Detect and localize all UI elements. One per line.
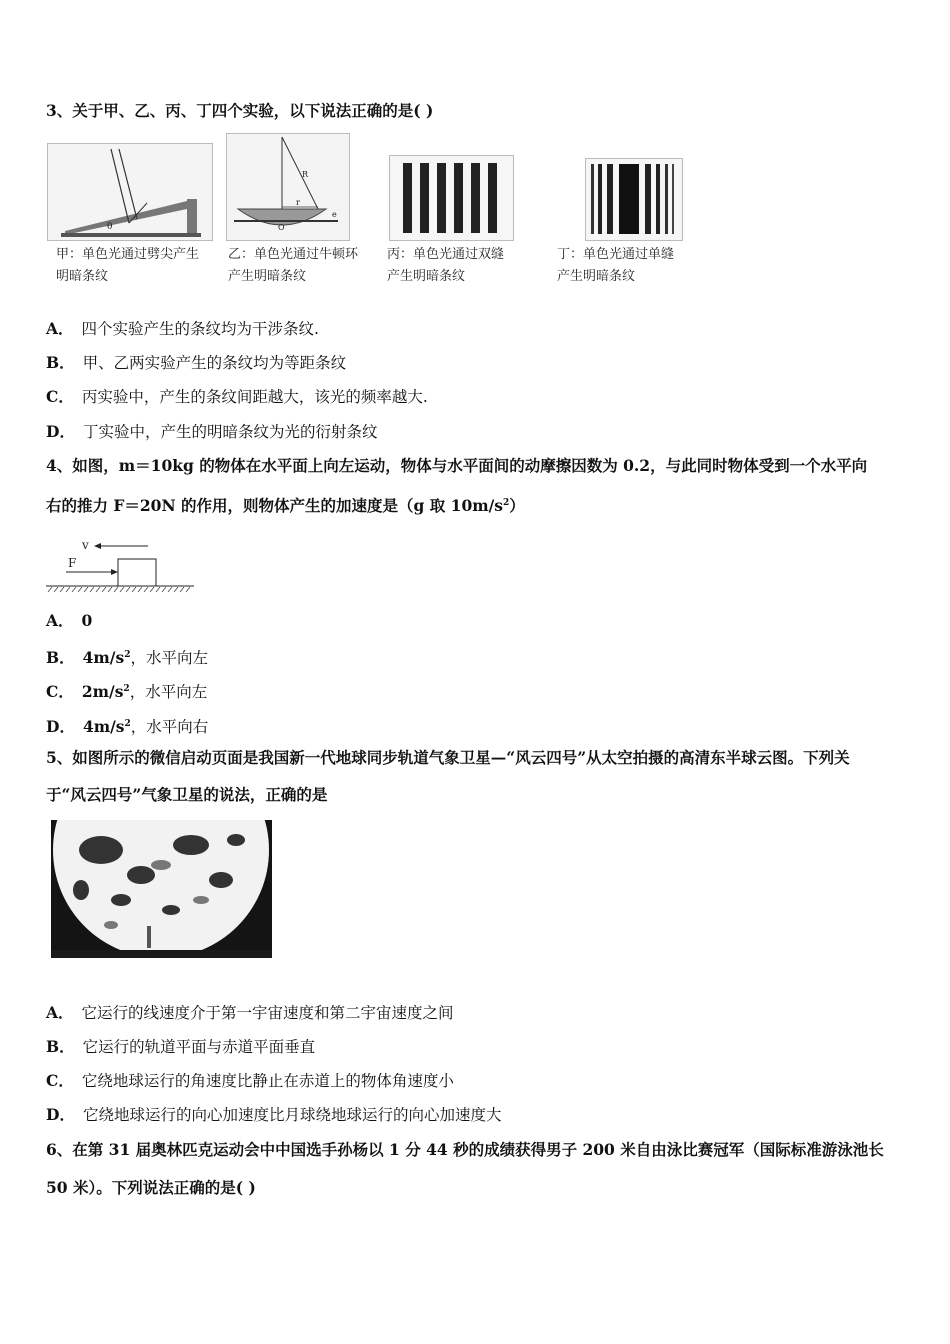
- newton-ring-figure: [226, 133, 350, 241]
- ring-r-label: r: [296, 198, 300, 207]
- caption-jia-line1: 甲：单色光通过劈尖产生: [56, 247, 200, 262]
- q5-stem-line1: 5、如图所示的微信启动页面是我国新一代地球同步轨道气象卫星—“风云四号”从太空拍摄的高清东半球云图。下列关: [46, 748, 850, 767]
- single-slit-fringes: [585, 158, 683, 241]
- q4-option-a: A． 0: [46, 611, 93, 630]
- q4-option-c: C． $2m/s^2$，水平向左: [46, 682, 208, 702]
- q3-stem: 3、关于甲、乙、丙、丁四个实验，以下说法正确的是( ): [46, 101, 434, 120]
- q5-option-a: A． 它运行的线速度介于第一宇宙速度和第二宇宙速度之间: [46, 1003, 454, 1022]
- q4-option-b: B． $4m/s^2$，水平向左: [46, 648, 208, 668]
- caption-yi-line1: 乙：单色光通过牛顿环: [228, 247, 359, 262]
- caption-bing-line1: 丙：单色光通过双缝: [387, 247, 505, 262]
- caption-ding-line1: 丁：单色光通过单缝: [557, 247, 675, 262]
- q5-option-b: B． 它运行的轨道平面与赤道平面垂直: [46, 1037, 316, 1056]
- block-force-figure: [44, 536, 196, 596]
- velocity-label: v: [82, 538, 89, 552]
- q5-option-d: D． 它绕地球运行的向心加速度比月球绕地球运行的向心加速度大: [46, 1105, 502, 1124]
- ring-R-label: R: [302, 170, 309, 179]
- q4-stem-line2: 右的推力 F＝20N 的作用，则物体产生的加速度是（g 取 $10m/s^2$）: [46, 496, 525, 516]
- q3-option-a: A． 四个实验产生的条纹均为干涉条纹.: [46, 319, 319, 338]
- caption-yi-line2: 产生明暗条纹: [228, 269, 307, 284]
- q3-option-c: C． 丙实验中，产生的条纹间距越大，该光的频率越大.: [46, 387, 428, 406]
- wedge-figure: [47, 143, 213, 241]
- double-slit-fringes: [389, 155, 514, 241]
- q3-option-d: D． 丁实验中，产生的明暗条纹为光的衍射条纹: [46, 422, 378, 441]
- q6-stem-line2: 50 米）。下列说法正确的是( ): [46, 1178, 256, 1197]
- caption-jia-line2: 明暗条纹: [56, 269, 109, 284]
- q3-option-b: B． 甲、乙两实验产生的条纹均为等距条纹: [46, 353, 347, 372]
- q4-stem-line1: 4、如图，m＝10kg 的物体在水平面上向左运动，物体与水平面间的动摩擦因数为 0.2，与此同时物体受到一个水平向: [46, 456, 868, 475]
- q5-stem-line2: 于“风云四号”气象卫星的说法，正确的是: [46, 785, 328, 804]
- earth-cloud-image: [51, 820, 272, 958]
- q6-stem-line1: 6、在第 31 届奥林匹克运动会中中国选手孙杨以 1 分 44 秒的成绩获得男子 200 米自由泳比赛冠军（国际标准游泳池长: [46, 1140, 884, 1159]
- ring-O-label: O: [278, 223, 285, 232]
- ring-e-label: e: [332, 210, 337, 219]
- force-label: F: [68, 556, 77, 570]
- caption-bing-line2: 产生明暗条纹: [387, 269, 466, 284]
- caption-ding-line2: 产生明暗条纹: [557, 269, 636, 284]
- q5-option-c: C． 它绕地球运行的角速度比静止在赤道上的物体角速度小: [46, 1071, 454, 1090]
- q4-option-d: D． $4m/s^2$，水平向右: [46, 717, 209, 737]
- wedge-theta-label: θ: [107, 222, 113, 232]
